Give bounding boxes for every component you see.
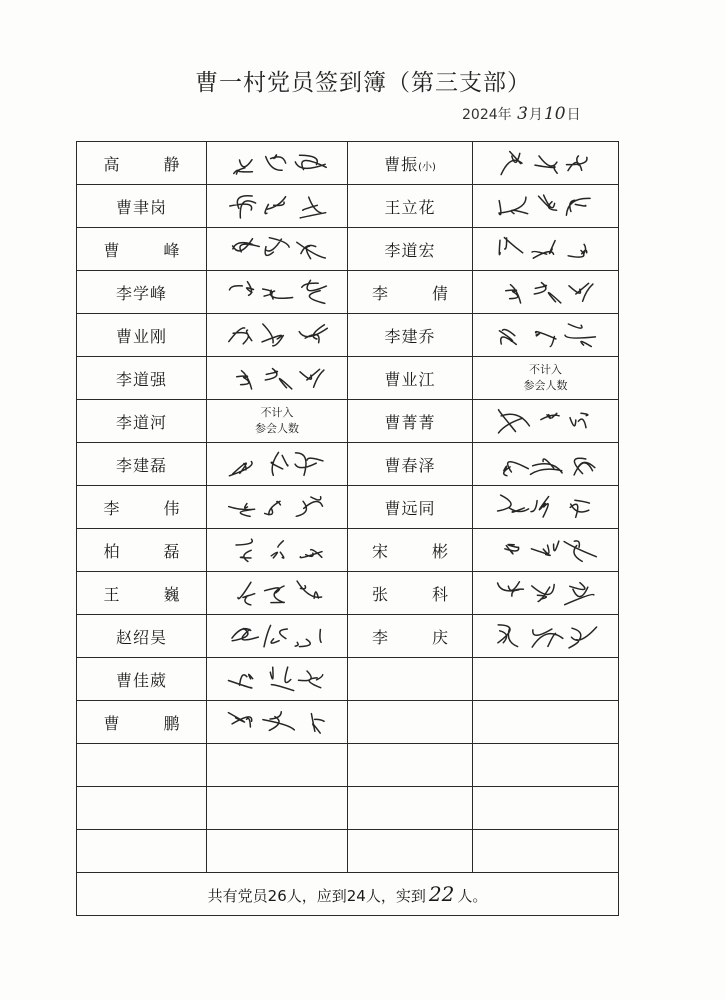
member-name [348,185,473,228]
member-name [77,486,207,529]
signature [207,446,347,482]
signature-cell [207,443,348,486]
member-name-text: 李 倩 [371,283,462,303]
member-name [348,744,473,787]
member-name-text: 曹远同 [384,498,436,518]
member-name-text: 李道强 [115,369,167,389]
date-day-suffix: 日 [566,107,581,123]
member-name [77,271,207,314]
signature-cell [473,744,619,787]
date-month-suffix: 月 [528,107,543,123]
signature-cell [207,701,348,744]
member-name [77,357,207,400]
table-row [77,486,619,529]
signature [207,704,347,740]
signature [207,188,347,224]
member-name [77,185,207,228]
signature-cell [207,314,348,357]
signature-cell [207,185,348,228]
member-name [348,271,473,314]
member-name-text: 李建乔 [384,326,436,346]
excluded-note-line: 参会人数 [523,379,568,392]
signature [473,274,618,310]
table-row [77,615,619,658]
signature-cell [473,701,619,744]
member-name [348,572,473,615]
signature [473,317,618,353]
signature [473,231,618,267]
table-row [77,314,619,357]
summary-prefix: 共有党员26人，应到24人，实到 [207,887,426,905]
member-name [77,658,207,701]
date-day: 10 [543,104,566,124]
signature-cell [473,529,619,572]
member-name [77,443,207,486]
member-name-text: 曹春泽 [384,455,436,475]
signature [207,231,347,267]
table-row [77,357,619,400]
signature [207,532,347,568]
excluded-note-line: 参会人数 [255,422,299,435]
member-name-text: 曹业江 [384,369,436,389]
signature-cell [207,271,348,314]
signature-cell [473,185,619,228]
signature-cell [207,357,348,400]
signature [473,489,618,525]
summary-cell [77,873,619,916]
excluded-note [255,405,299,437]
signature [207,489,347,525]
member-name-text: 王立花 [384,197,436,217]
sign-date [462,104,581,124]
table-row [77,572,619,615]
signature-cell [473,830,619,873]
signature [207,661,347,697]
signature [207,360,347,396]
member-name [348,787,473,830]
table-row [77,185,619,228]
member-name-text: 宋 彬 [371,541,462,561]
signature-cell [473,486,619,529]
table-row [77,830,619,873]
table-row [77,142,619,185]
name-note: (小) [418,161,436,173]
signature-cell [473,615,619,658]
member-name [348,228,473,271]
summary-suffix: 人。 [457,887,488,905]
member-name [77,701,207,744]
member-name [348,830,473,873]
member-name [77,400,207,443]
signature-cell [207,228,348,271]
member-name [77,615,207,658]
signature-cell [473,658,619,701]
member-name-text: 李建磊 [115,455,167,475]
member-name [77,529,207,572]
signature-cell [207,529,348,572]
member-name [77,572,207,615]
member-name [77,787,207,830]
signature-cell [473,572,619,615]
signature [207,575,347,611]
table-row [77,271,619,314]
signature-cell [473,357,619,400]
signature-cell [207,658,348,701]
excluded-note [524,362,568,394]
member-name-text: 李学峰 [115,283,167,303]
member-name-text: 张 科 [371,584,462,604]
signature [473,403,618,439]
member-name [348,357,473,400]
signature [473,145,618,181]
member-name-text: 曹业刚 [115,326,167,346]
member-name [348,486,473,529]
table-row [77,658,619,701]
table-row [77,443,619,486]
signature [207,317,347,353]
member-name [348,701,473,744]
signature-cell [207,142,348,185]
member-name [348,615,473,658]
member-name [348,142,473,185]
member-name-text: 曹振 [384,154,419,174]
signature-cell [207,486,348,529]
signature [473,575,618,611]
signature-cell [207,615,348,658]
member-name-text: 王 巍 [103,584,194,604]
table-row [77,400,619,443]
signature-cell [473,400,619,443]
member-name [77,228,207,271]
member-name [77,744,207,787]
member-name-text: 李 庆 [371,627,462,647]
signature [473,188,618,224]
member-name-text: 曹聿岗 [115,197,167,217]
signature [473,446,618,482]
member-name [77,142,207,185]
member-name-text: 李道河 [115,412,167,432]
member-name-text: 李道宏 [384,240,436,260]
page-title: 曹一村党员签到簿（第三支部） [195,70,531,96]
table-row [77,228,619,271]
signature-cell [473,228,619,271]
table-row [77,787,619,830]
member-name [348,658,473,701]
signature-cell [207,400,348,443]
member-name [348,314,473,357]
signature [207,274,347,310]
signature-cell [473,142,619,185]
attendance-table [76,141,619,916]
member-name-text: 曹 峰 [103,240,194,260]
table-row [77,744,619,787]
date-year: 2024年 [462,107,512,123]
summary-row [77,873,619,916]
member-name [348,529,473,572]
member-name [77,314,207,357]
member-name [348,400,473,443]
member-name-text: 柏 磊 [103,541,194,561]
member-name [348,443,473,486]
signature [207,145,347,181]
signature-cell [207,787,348,830]
member-name-text: 曹 鹏 [103,713,194,733]
table-row [77,529,619,572]
excluded-note-line: 不计入 [260,406,294,419]
signature-cell [207,830,348,873]
signature-cell [207,744,348,787]
excluded-note-line: 不计入 [529,363,562,376]
member-name-text: 赵绍昊 [115,627,167,647]
member-name [77,830,207,873]
signature [207,618,347,654]
member-name-text: 高 静 [103,154,194,174]
signature-cell [473,314,619,357]
signature-cell [473,443,619,486]
member-name-text: 曹菁菁 [384,412,436,432]
signature-cell [207,572,348,615]
signature-cell [473,271,619,314]
summary-actual-count: 22 [428,882,455,906]
date-month: 3 [517,104,528,124]
signature [473,532,618,568]
member-name-text: 李 伟 [103,498,194,518]
member-name-text: 曹佳葳 [115,670,167,690]
signature-cell [473,787,619,830]
table-row [77,701,619,744]
signature [473,618,618,654]
